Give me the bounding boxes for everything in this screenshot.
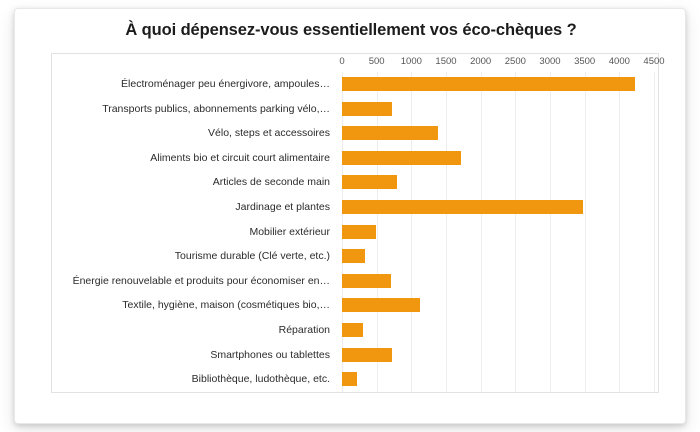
category-label: Jardinage et plantes <box>235 200 330 213</box>
chart-bar-row <box>52 97 658 122</box>
category-label: Transports publics, abonnements parking vélo,… <box>102 102 330 115</box>
chart-bar-row <box>52 146 658 171</box>
chart-bar-row <box>52 367 658 392</box>
bar-track <box>342 220 654 245</box>
chart-plot-area <box>51 53 665 393</box>
bar-track <box>342 244 654 269</box>
bar <box>342 298 420 312</box>
chart-bar-row <box>52 244 658 269</box>
bar <box>342 372 357 386</box>
x-tick-label: 3000 <box>539 56 561 67</box>
bar-rows <box>52 72 658 392</box>
x-tick-label: 4000 <box>608 56 630 67</box>
bar-track <box>342 121 654 146</box>
bar <box>342 249 365 263</box>
chart-bar-row <box>52 293 658 318</box>
bar-track <box>342 269 654 294</box>
category-label: Tourisme durable (Clé verte, etc.) <box>174 250 330 263</box>
x-axis-ticks <box>52 54 665 72</box>
chart-bar-row <box>52 121 658 146</box>
category-label: Smartphones ou tablettes <box>210 348 330 361</box>
chart-bar-row <box>52 220 658 245</box>
bar-track <box>342 97 654 122</box>
x-tick-label: 1500 <box>435 56 457 67</box>
bar-track <box>342 146 654 171</box>
chart-title: À quoi dépensez-vous essentiellement vos éco-chèques ? <box>125 21 577 39</box>
x-tick-label: 500 <box>368 56 385 67</box>
x-tick-label: 2000 <box>470 56 492 67</box>
chart-bar-row <box>52 195 658 220</box>
bar <box>342 200 583 214</box>
bar <box>342 77 635 91</box>
bar <box>342 175 397 189</box>
bar-track <box>342 367 654 392</box>
x-tick-label: 1000 <box>400 56 422 67</box>
chart-card <box>14 8 686 424</box>
category-label: Énergie renouvelable et produits pour économiser en… <box>72 274 330 287</box>
category-label: Articles de seconde main <box>212 176 330 189</box>
category-label: Aliments bio et circuit court alimentaire <box>150 151 330 164</box>
category-label: Vélo, steps et accessoires <box>208 127 330 140</box>
x-tick-label: 2500 <box>504 56 526 67</box>
chart-bar-row <box>52 318 658 343</box>
bar-track <box>342 343 654 368</box>
bar-track <box>342 293 654 318</box>
category-label: Électroménager peu énergivore, ampoules… <box>121 78 330 90</box>
bar <box>342 126 438 140</box>
chart-bar-row <box>52 72 658 97</box>
category-label: Bibliothèque, ludothèque, etc. <box>191 373 330 386</box>
category-label: Textile, hygiène, maison (cosmétiques bio,… <box>122 299 330 312</box>
x-tick-label: 4500 <box>643 56 665 67</box>
bar <box>342 323 363 337</box>
chart-bar-row <box>52 269 658 294</box>
category-label: Réparation <box>278 323 330 336</box>
bar <box>342 151 461 165</box>
bar-track <box>342 72 654 97</box>
x-tick-label: 0 <box>339 56 345 67</box>
bar <box>342 225 376 239</box>
chart-bar-row <box>52 170 658 195</box>
bar-track <box>342 195 654 220</box>
bar <box>342 348 392 362</box>
x-tick-label: 3500 <box>574 56 596 67</box>
bar <box>342 274 391 288</box>
bar-track <box>342 170 654 195</box>
chart-bar-row <box>52 343 658 368</box>
bar <box>342 102 392 116</box>
category-label: Mobilier extérieur <box>249 225 330 238</box>
bar-track <box>342 318 654 343</box>
